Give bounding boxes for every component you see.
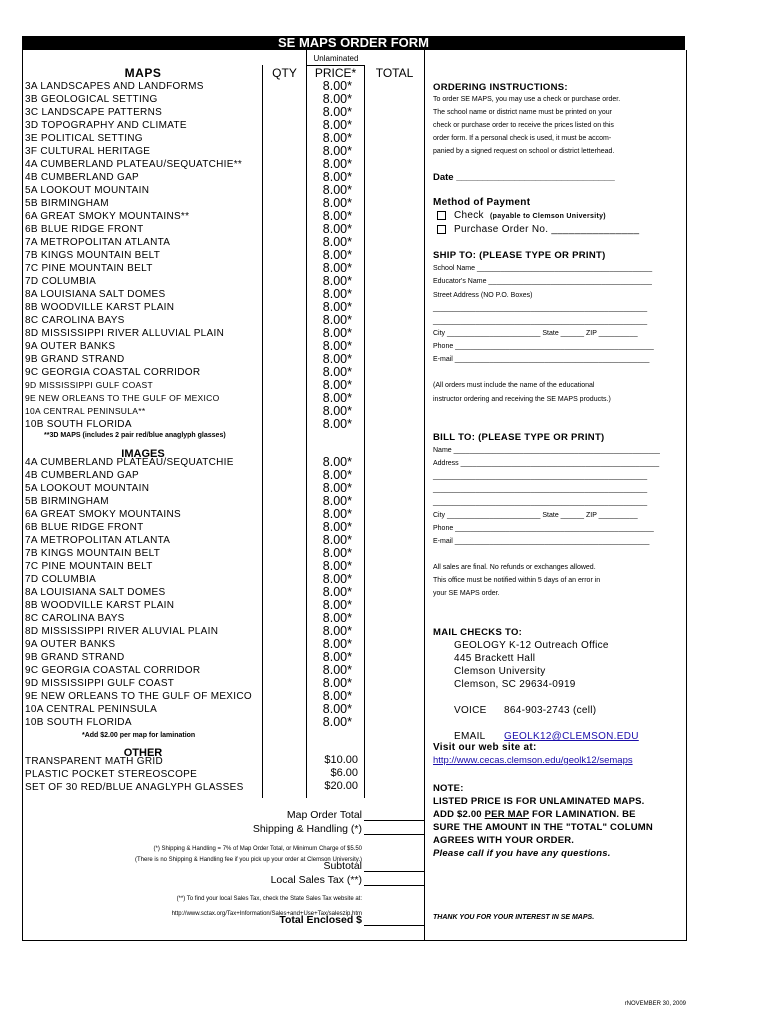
images-total-field[interactable] [366,652,422,664]
other-item-name: SET OF 30 RED/BLUE ANAGLYPH GLASSES [25,782,244,793]
maps-item-name: 5B BIRMINGHAM [25,198,109,209]
email-link-text[interactable]: GEOLK12@CLEMSON.EDU [504,731,639,742]
payment-heading: Method of Payment [433,197,531,208]
images-item-price: 8.00* [322,507,352,521]
images-qty-field[interactable] [264,496,304,508]
total-enclosed-field[interactable] [364,925,424,926]
images-item-name: 5B BIRMINGHAM [25,496,109,507]
shipping-field[interactable] [364,834,424,835]
maps-item-name: 7B KINGS MOUNTAIN BELT [25,250,161,261]
maps-qty-field[interactable] [264,276,304,288]
col-maps-header: MAPS [124,66,162,80]
maps-item-price: 8.00* [322,131,352,145]
maps-item-price: 8.00* [322,391,352,405]
bill-city-field[interactable]: City ________________________ State ______ ZIP __________ [433,512,638,519]
maps-item-price: 8.00* [322,274,352,288]
note-line-2a: ADD $2.00 [433,809,485,820]
ship-city-field[interactable]: City ________________________ State ______ ZIP __________ [433,330,638,337]
maps-item-price: 8.00* [322,196,352,210]
images-item-name: 9D MISSISSIPPI GULF COAST [25,678,175,689]
images-item-name: 10B SOUTH FLORIDA [25,717,132,728]
maps-item-name: 10B SOUTH FLORIDA [25,419,132,430]
images-item-name: 8D MISSISSIPPI RIVER ALUVIAL PLAIN [25,626,219,637]
sales-notify-text: This office must be notified within 5 days of an error in [433,577,601,584]
images-total-field[interactable] [366,561,422,573]
maps-item-name: 9D MISSISSIPPI GULF COAST [25,380,153,390]
ship-note-1: (All orders must include the name of the educational [433,382,595,389]
ship-street-field-1[interactable]: _______________________________________________________ [433,305,648,312]
maps-item-price: 8.00* [322,92,352,106]
subtotal-label: Subtotal [323,860,362,872]
maps-item-name: 9C GEORGIA COASTAL CORRIDOR [25,367,201,378]
tax-note-1-text: (**) To find your local Sales Tax, check the State Sales Tax website at: [176,896,362,902]
maps-qty-field[interactable] [264,146,304,158]
col-total-header: TOTAL [375,66,414,80]
images-qty-field[interactable] [264,574,304,586]
shipping-note-1-text: (*) Shipping & Handling = 7% of Map Order Total, or Minimum Charge of $5.50 [153,846,362,852]
sales-tax-label: Local Sales Tax (**) [270,874,362,886]
images-qty-field[interactable] [264,652,304,664]
images-item-name: 9A OUTER BANKS [25,639,116,650]
maps-total-field[interactable] [366,367,422,379]
maps-qty-field[interactable] [264,211,304,223]
instructions-heading: ORDERING INSTRUCTIONS: [433,82,568,93]
maps-item-price: 8.00* [322,404,352,418]
images-qty-field[interactable] [264,704,304,716]
tax-note-2-text: http://www.sctax.org/Tax+Information/Sales+and+Use+Tax/salesziр.htm [171,911,362,917]
form-frame [22,50,687,941]
check-note: (payable to Clemson University) [490,213,606,220]
maps-qty-field[interactable] [264,198,304,210]
images-qty-field[interactable] [264,483,304,495]
map-order-total-label: Map Order Total [286,809,362,821]
maps-qty-field[interactable] [264,185,304,197]
maps-qty-field[interactable] [264,237,304,249]
col-divider-maps [262,65,263,798]
images-total-field[interactable] [366,496,422,508]
images-total-field[interactable] [366,639,422,651]
images-total-field[interactable] [366,665,422,677]
maps-item-name: 4A CUMBERLAND PLATEAU/SEQUATCHIE** [25,159,243,170]
images-item-price: 8.00* [322,546,352,560]
images-total-field[interactable] [366,691,422,703]
images-item-name: 4A CUMBERLAND PLATEAU/SEQUATCHIE [25,457,234,468]
images-total-field[interactable] [366,626,422,638]
other-item-name: PLASTIC POCKET STEREOSCOPE [25,769,198,780]
images-item-price: 8.00* [322,481,352,495]
images-total-field[interactable] [366,509,422,521]
images-qty-field[interactable] [264,665,304,677]
maps-item-price: 8.00* [322,287,352,301]
maps-item-price: 8.00* [322,222,352,236]
images-item-price: 8.00* [322,455,352,469]
images-total-field[interactable] [366,574,422,586]
maps-qty-field[interactable] [264,354,304,366]
maps-total-field[interactable] [366,94,422,106]
images-total-field[interactable] [366,704,422,716]
maps-qty-field[interactable] [264,328,304,340]
instructions-line: panied by a signed request on school or district letterhead. [433,148,615,155]
subtotal-field[interactable] [364,871,424,872]
instructions-line: order form. If a personal check is used, it must be accom- [433,135,612,142]
maps-item-name: 3C LANDSCAPE PATTERNS [25,107,163,118]
total-enclosed-label: Total Enclosed $ [279,914,362,926]
maps-item-price: 8.00* [322,105,352,119]
email-label: EMAIL [454,731,486,742]
images-item-name: 9B GRAND STRAND [25,652,125,663]
maps-item-name: 6A GREAT SMOKY MOUNTAINS** [25,211,190,222]
mail-heading: MAIL CHECKS TO: [433,627,523,638]
maps-item-price: 8.00* [322,79,352,93]
shipping-note-2-text: (There is no Shipping & Handling fee if you pick up your order at Clemson University.) [135,857,362,863]
images-qty-field[interactable] [264,561,304,573]
web-link-text[interactable]: http://www.cecas.clemson.edu/geolk12/semaps [433,755,633,766]
images-qty-field[interactable] [264,626,304,638]
maps-item-name: 3D TOPOGRAPHY AND CLIMATE [25,120,187,131]
note-line-4: AGREES WITH YOUR ORDER. [433,835,575,846]
images-item-name: 6B BLUE RIDGE FRONT [25,522,144,533]
maps-total-field[interactable] [366,185,422,197]
maps-total-field[interactable] [366,406,422,418]
images-item-price: 8.00* [322,689,352,703]
maps-item-name: 8A LOUISIANA SALT DOMES [25,289,166,300]
images-item-price: 8.00* [322,663,352,677]
images-qty-field[interactable] [264,639,304,651]
maps-item-price: 8.00* [322,352,352,366]
images-item-price: 8.00* [322,468,352,482]
ship-street-label: Street Address (NO P.O. Boxes) [433,292,533,299]
maps-item-name: 8B WOODVILLE KARST PLAIN [25,302,175,313]
bill-address-field-3[interactable]: _______________________________________________________ [433,486,648,493]
maps-qty-field[interactable] [264,120,304,132]
maps-total-field[interactable] [366,341,422,353]
maps-qty-field[interactable] [264,289,304,301]
images-item-price: 8.00* [322,676,352,690]
maps-total-field[interactable] [366,276,422,288]
web-label: Visit our web site at: [433,742,537,753]
images-qty-field[interactable] [264,600,304,612]
maps-total-field[interactable] [366,146,422,158]
maps-item-name: 3F CULTURAL HERITAGE [25,146,151,157]
maps-qty-field[interactable] [264,406,304,418]
note-line-2 [433,809,636,820]
ship-phone-field[interactable]: Phone ___________________________________________________ [433,343,654,350]
images-item-name: 7C PINE MOUNTAIN BELT [25,561,153,572]
check-label: Check [454,210,484,221]
thank-you: THANK YOU FOR YOUR INTEREST IN SE MAPS. [433,914,595,921]
maps-total-field[interactable] [366,159,422,171]
col-divider-price [364,65,365,798]
images-item-name: 10A CENTRAL PENINSULA [25,704,158,715]
mail-line-1: GEOLOGY K-12 Outreach Office [454,640,609,651]
maps-item-price: 8.00* [322,365,352,379]
images-item-name: 6A GREAT SMOKY MOUNTAINS [25,509,181,520]
maps-qty-field[interactable] [264,315,304,327]
maps-total-field[interactable] [366,224,422,236]
other-qty-field[interactable] [264,756,304,768]
instructions-line: To order SE MAPS, you may use a check or purchase order. [433,96,621,103]
maps-total-field[interactable] [366,237,422,249]
col-qty-header: QTY [272,66,297,80]
maps-item-name: 3E POLITICAL SETTING [25,133,143,144]
images-total-field[interactable] [366,535,422,547]
maps-qty-field[interactable] [264,419,304,431]
images-qty-field[interactable] [264,470,304,482]
maps-item-name: 7D COLUMBIA [25,276,97,287]
maps-qty-field[interactable] [264,107,304,119]
maps-item-name: 7A METROPOLITAN ATLANTA [25,237,171,248]
images-qty-field[interactable] [264,548,304,560]
maps-item-price: 8.00* [322,170,352,184]
other-item-price: $20.00 [324,780,358,792]
note-line-2c: FOR LAMINATION. BE [529,809,636,820]
form-title: SE MAPS ORDER FORM [22,36,685,50]
images-total-field[interactable] [366,613,422,625]
bill-address-field[interactable]: Address ___________________________________________________ [433,460,660,467]
maps-total-field[interactable] [366,198,422,210]
maps-total-field[interactable] [366,250,422,262]
col-divider-qty [306,50,307,798]
ship-street-field-2[interactable]: _______________________________________________________ [433,318,648,325]
maps-qty-field[interactable] [264,367,304,379]
note-line-5: Please call if you have any questions. [433,848,611,859]
maps-total-field[interactable] [366,172,422,184]
maps-qty-field[interactable] [264,341,304,353]
other-item-name: TRANSPARENT MATH GRID [25,756,163,767]
col-price-header: PRICE* [314,66,357,80]
maps-total-field[interactable] [366,328,422,340]
maps-total-field[interactable] [366,211,422,223]
maps-total-field[interactable] [366,120,422,132]
bill-address-field-2[interactable]: _______________________________________________________ [433,473,648,480]
maps-total-field[interactable] [366,302,422,314]
bill-name-field[interactable]: Name _____________________________________________________ [433,447,660,454]
other-total-field[interactable] [366,782,422,794]
instructions-line: The school name or district name must be printed on your [433,109,612,116]
sales-tax-field[interactable] [364,885,424,886]
maps-qty-field[interactable] [264,133,304,145]
sales-final-text: All sales are final. No refunds or exchanges allowed. [433,564,596,571]
bill-address-field-4[interactable]: _______________________________________________________ [433,499,648,506]
maps-total-field[interactable] [366,263,422,275]
images-qty-field[interactable] [264,613,304,625]
ship-email-field[interactable]: E-mail __________________________________________________ [433,356,650,363]
images-total-field[interactable] [366,457,422,469]
images-qty-field[interactable] [264,691,304,703]
other-total-field[interactable] [366,756,422,768]
maps-item-price: 8.00* [322,235,352,249]
maps-qty-field[interactable] [264,81,304,93]
sales-order-text: your SE MAPS order. [433,590,500,597]
images-item-price: 8.00* [322,559,352,573]
maps-total-field[interactable] [366,81,422,93]
images-item-price: 8.00* [322,637,352,651]
maps-item-name: 9B GRAND STRAND [25,354,125,365]
images-item-name: 4B CUMBERLAND GAP [25,470,140,481]
email-link[interactable] [504,731,639,742]
images-item-name: 8B WOODVILLE KARST PLAIN [25,600,175,611]
maps-item-price: 8.00* [322,209,352,223]
images-item-price: 8.00* [322,585,352,599]
images-item-price: 8.00* [322,533,352,547]
maps-qty-field[interactable] [264,263,304,275]
maps-item-price: 8.00* [322,326,352,340]
other-item-price: $10.00 [324,754,358,766]
po-checkbox[interactable] [437,225,446,234]
images-item-price: 8.00* [322,702,352,716]
other-item-price: $6.00 [330,767,358,779]
ship-to-heading: SHIP TO: (PLEASE TYPE OR PRINT) [433,250,606,261]
mail-line-4: Clemson, SC 29634-0919 [454,679,576,690]
images-item-price: 8.00* [322,520,352,534]
maps-item-price: 8.00* [322,248,352,262]
check-checkbox[interactable] [437,211,446,220]
images-item-name: 9C GEORGIA COASTAL CORRIDOR [25,665,201,676]
web-link[interactable] [433,755,633,766]
maps-3d-note: **3D MAPS (includes 2 pair red/blue anaglyph glasses) [44,432,226,439]
maps-total-field[interactable] [366,289,422,301]
note-heading: NOTE: [433,783,464,794]
maps-item-name: 3A LANDSCAPES AND LANDFORMS [25,81,204,92]
ship-educator-field[interactable]: Educator's Name __________________________________________ [433,278,652,285]
maps-item-name: 3B GEOLOGICAL SETTING [25,94,158,105]
images-total-field[interactable] [366,678,422,690]
mail-line-3: Clemson University [454,666,546,677]
maps-item-name: 9A OUTER BANKS [25,341,116,352]
images-item-name: 8C CAROLINA BAYS [25,613,125,624]
images-total-field[interactable] [366,548,422,560]
instructions-line: check or purchase order to receive the prices listed on this [433,122,614,129]
images-heading-text: IMAGES [121,448,165,460]
note-line-2b: PER MAP [484,809,530,820]
images-item-price: 8.00* [322,494,352,508]
maps-item-price: 8.00* [322,313,352,327]
images-qty-field[interactable] [264,457,304,469]
maps-item-price: 8.00* [322,183,352,197]
voice-label: VOICE [454,705,487,716]
maps-item-name: 6B BLUE RIDGE FRONT [25,224,144,235]
unlaminated-label: Unlaminated [313,54,359,63]
footer-date: rNOVEMBER 30, 2009 [624,1001,686,1007]
maps-total-field[interactable] [366,393,422,405]
col-divider-right [424,50,425,940]
lamination-note: *Add $2.00 per map for lamination [82,732,196,739]
maps-total-field[interactable] [366,107,422,119]
maps-item-price: 8.00* [322,378,352,392]
images-total-field[interactable] [366,483,422,495]
images-qty-field[interactable] [264,535,304,547]
images-item-name: 7D COLUMBIA [25,574,97,585]
maps-item-name: 8C CAROLINA BAYS [25,315,125,326]
maps-item-name: 8D MISSISSIPPI RIVER ALLUVIAL PLAIN [25,328,225,339]
ship-school-field[interactable]: School Name _____________________________________________ [433,265,653,272]
maps-total-field[interactable] [366,133,422,145]
maps-item-price: 8.00* [322,339,352,353]
other-qty-field[interactable] [264,769,304,781]
images-item-price: 8.00* [322,624,352,638]
images-item-name: 9E NEW ORLEANS TO THE GULF OF MEXICO [25,691,252,702]
check-option[interactable] [437,210,606,221]
images-total-field[interactable] [366,522,422,534]
bill-phone-field[interactable]: Phone ___________________________________________________ [433,525,654,532]
images-item-price: 8.00* [322,715,352,729]
images-item-price: 8.00* [322,611,352,625]
maps-qty-field[interactable] [264,172,304,184]
maps-total-field[interactable] [366,380,422,392]
images-item-name: 7A METROPOLITAN ATLANTA [25,535,171,546]
maps-item-name: 7C PINE MOUNTAIN BELT [25,263,153,274]
maps-item-name: 4B CUMBERLAND GAP [25,172,140,183]
maps-qty-field[interactable] [264,224,304,236]
maps-item-price: 8.00* [322,118,352,132]
images-qty-field[interactable] [264,587,304,599]
bill-to-heading: BILL TO: (PLEASE TYPE OR PRINT) [433,432,605,443]
voice-number: 864-903-2743 (cell) [504,705,597,716]
maps-qty-field[interactable] [264,250,304,262]
maps-item-price: 8.00* [322,144,352,158]
maps-total-field[interactable] [366,315,422,327]
other-total-field[interactable] [366,769,422,781]
images-total-field[interactable] [366,470,422,482]
other-qty-field[interactable] [264,782,304,794]
images-item-name: 7B KINGS MOUNTAIN BELT [25,548,161,559]
images-total-field[interactable] [366,587,422,599]
maps-total-field[interactable] [366,419,422,431]
images-item-price: 8.00* [322,598,352,612]
images-qty-field[interactable] [264,522,304,534]
maps-qty-field[interactable] [264,302,304,314]
po-option[interactable] [437,224,639,235]
images-item-price: 8.00* [322,572,352,586]
po-label: Purchase Order No. _______________ [454,224,640,235]
images-item-price: 8.00* [322,650,352,664]
mail-line-2: 445 Brackett Hall [454,653,536,664]
maps-qty-field[interactable] [264,393,304,405]
maps-qty-field[interactable] [264,94,304,106]
images-item-name: 5A LOOKOUT MOUNTAIN [25,483,150,494]
note-line-1: LISTED PRICE IS FOR UNLAMINATED MAPS. [433,796,645,807]
images-qty-field[interactable] [264,678,304,690]
maps-item-price: 8.00* [322,300,352,314]
maps-item-name: 5A LOOKOUT MOUNTAIN [25,185,150,196]
shipping-label: Shipping & Handling (*) [252,823,362,835]
maps-item-name: 9E NEW ORLEANS TO THE GULF OF MEXICO [25,393,220,403]
note-line-3: SURE THE AMOUNT IN THE "TOTAL" COLUMN [433,822,653,833]
maps-item-name: 10A CENTRAL PENINSULA** [25,406,146,416]
maps-qty-field[interactable] [264,159,304,171]
other-heading-text: OTHER [123,747,163,759]
images-item-name: 8A LOUISIANA SALT DOMES [25,587,166,598]
maps-item-price: 8.00* [322,157,352,171]
images-qty-field[interactable] [264,509,304,521]
maps-item-price: 8.00* [322,261,352,275]
date-field[interactable]: Date ______________________________ [433,172,615,183]
map-order-total-field[interactable] [364,820,424,821]
images-qty-field[interactable] [264,717,304,729]
images-total-field[interactable] [366,717,422,729]
bill-email-field[interactable]: E-mail __________________________________________________ [433,538,650,545]
maps-item-price: 8.00* [322,417,352,431]
ship-note-2: instructor ordering and receiving the SE MAPS products.) [433,396,611,403]
maps-qty-field[interactable] [264,380,304,392]
images-total-field[interactable] [366,600,422,612]
maps-total-field[interactable] [366,354,422,366]
